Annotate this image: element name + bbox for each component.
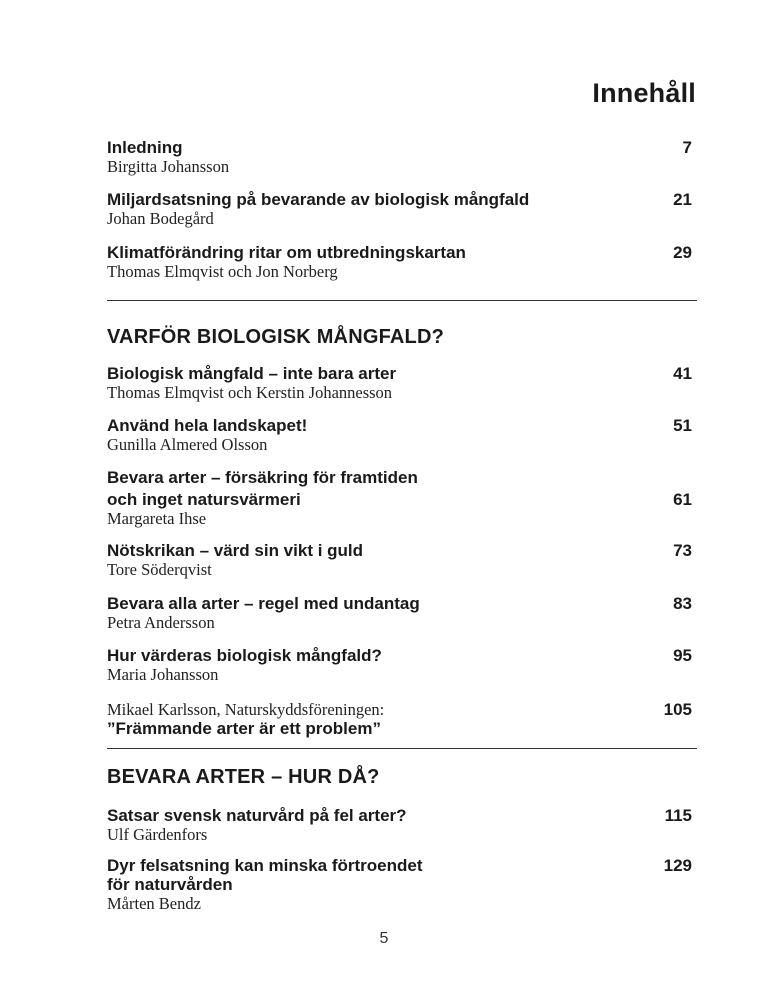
entry-title: Använd hela landskapet!	[107, 416, 308, 435]
entry-page-number: 51	[673, 416, 692, 435]
entry-author: Mårten Bendz	[107, 894, 201, 913]
entry-title-line-1: Dyr felsatsning kan minska förtroendet	[107, 856, 423, 875]
toc-entry-dyr-felsatsning[interactable]	[107, 856, 692, 913]
entry-page-number: 41	[673, 364, 692, 383]
page-title: Innehåll	[592, 78, 696, 108]
entry-title-line-2: för naturvården	[107, 875, 233, 894]
entry-title: Hur värderas biologisk mångfald?	[107, 646, 382, 665]
entry-title: Inledning	[107, 138, 183, 157]
toc-entry-bevara-arter-forsakring[interactable]	[107, 468, 692, 528]
toc-entry-bevara-alla-arter[interactable]	[107, 594, 692, 632]
entry-page-number: 61	[673, 490, 692, 509]
section-heading-bevara-arter: BEVARA ARTER – HUR DÅ?	[107, 766, 380, 788]
toc-entry-klimatforandring[interactable]	[107, 243, 692, 281]
toc-entry-satsar-svensk[interactable]	[107, 806, 692, 844]
toc-entry-notskrikan[interactable]	[107, 541, 692, 579]
entry-title: Satsar svensk naturvård på fel arter?	[107, 806, 407, 825]
entry-page-number: 105	[663, 700, 692, 719]
entry-title-line-1: Bevara arter – försäkring för framtiden	[107, 468, 418, 487]
entry-page-number: 21	[673, 190, 692, 209]
entry-author: Johan Bodegård	[107, 209, 214, 228]
section-divider	[107, 748, 697, 749]
entry-author: Thomas Elmqvist och Kerstin Johannesson	[107, 383, 393, 402]
entry-author: Ulf Gärdenfors	[107, 825, 208, 844]
entry-author: Gunilla Almered Olsson	[107, 435, 268, 454]
entry-page-number: 29	[673, 243, 692, 262]
entry-page-number: 95	[673, 646, 692, 665]
entry-author: Thomas Elmqvist och Jon Norberg	[107, 262, 338, 281]
entry-title: ”Främmande arter är ett problem”	[107, 719, 381, 738]
entry-author: Birgitta Johansson	[107, 157, 230, 176]
entry-author: Maria Johansson	[107, 665, 219, 684]
toc-entry-biologisk-mangfald[interactable]	[107, 364, 692, 402]
entry-author: Margareta Ihse	[107, 509, 207, 528]
entry-title: Klimatförändring ritar om utbredningskartan	[107, 243, 466, 262]
entry-author: Petra Andersson	[107, 613, 215, 632]
toc-entry-hur-varderas[interactable]	[107, 646, 692, 684]
section-heading-varfor: VARFÖR BIOLOGISK MÅNGFALD?	[107, 326, 445, 348]
toc-entry-anvand-hela-landskapet[interactable]	[107, 416, 692, 454]
entry-page-number: 7	[682, 138, 692, 157]
page-number-folio: 5	[379, 930, 389, 947]
entry-title-line-2: och inget natursvärmeri	[107, 490, 301, 509]
entry-title: Miljardsatsning på bevarande av biologisk mångfald	[107, 190, 530, 209]
entry-title: Biologisk mångfald – inte bara arter	[107, 364, 397, 383]
entry-page-number: 73	[673, 541, 692, 560]
entry-title: Nötskrikan – värd sin vikt i guld	[107, 541, 364, 560]
toc-entry-miljardsatsning[interactable]	[107, 190, 692, 228]
toc-entry-inledning[interactable]	[107, 138, 692, 176]
section-divider	[107, 300, 697, 301]
entry-page-number: 129	[663, 856, 692, 875]
entry-title: Bevara alla arter – regel med undantag	[107, 594, 420, 613]
entry-page-number: 115	[664, 806, 692, 825]
toc-entry-frammande-arter[interactable]	[107, 700, 692, 738]
entry-page-number: 83	[673, 594, 692, 613]
entry-author: Mikael Karlsson, Naturskyddsföreningen:	[107, 700, 385, 719]
entry-author: Tore Söderqvist	[107, 560, 212, 579]
